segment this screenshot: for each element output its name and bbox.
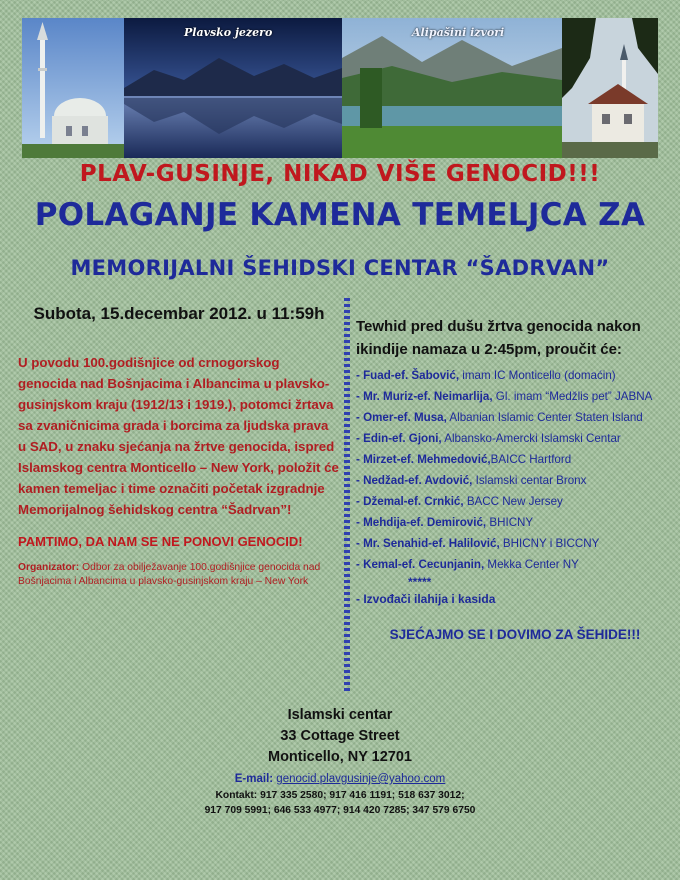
center-name: Islamski centar xyxy=(287,707,393,723)
program-heading: Tewhid pred dušu žrtva genocida nakon ikindije namaza u 2:45pm, proučit će: xyxy=(356,318,641,358)
imam-role: Gl. imam “Medžlis pet” JABNA xyxy=(492,390,653,403)
lake-caption: Plavsko jezero xyxy=(184,26,273,39)
imam-role: BHICNY i BICCNY xyxy=(499,537,600,550)
village-photo xyxy=(562,18,658,158)
imam-name: - Džemal-ef. Crnkić, xyxy=(356,495,464,508)
list-item xyxy=(356,407,674,428)
springs-photo xyxy=(342,18,562,158)
imam-role: Mekka Center NY xyxy=(484,558,579,571)
list-item xyxy=(356,365,674,386)
contact-phones-1: Kontakt: 917 335 2580; 917 416 1191; 518 637 3012; xyxy=(215,790,465,801)
column-divider xyxy=(344,298,350,694)
contact-footer xyxy=(0,705,680,818)
imam-name: - Mr. Muriz-ef. Neimarlija, xyxy=(356,390,493,403)
email-line xyxy=(0,771,680,788)
center-street: 33 Cottage Street xyxy=(280,728,400,744)
list-item xyxy=(356,512,674,533)
imam-list xyxy=(356,365,674,575)
headline-slogan: PLAV-GUSINJE, NIKAD VIŠE GENOCID!!! xyxy=(79,161,601,187)
imam-role: BACC New Jersey xyxy=(463,495,563,508)
imam-role: Albansko-Amercki Islamski Centar xyxy=(441,432,621,445)
left-column xyxy=(18,304,340,589)
email-link[interactable]: genocid.plavgusinje@yahoo.com xyxy=(276,773,446,785)
imam-name: - Edin-ef. Gjoni, xyxy=(356,432,442,445)
center-city: Monticello, NY 12701 xyxy=(268,749,412,765)
organizer-label: Organizator: xyxy=(18,562,80,573)
intro-paragraph: U povodu 100.godišnjice od crnogorskog genocida nad Bošnjacima i Albancima u plavsko-gusinjskom kraju (1912/13 i 1919.), potomci žrtava sa zvaničnicima grada i borcima za ljudska prava u SAD, u znaku sjećanja na žrtve genocida, ispred Islamskog centra Monticello – New York, položit će kamen temeljac i time označiti početak izgradnje Memorijalnog šehidskog centra “Šadrvan”! xyxy=(18,355,339,517)
email-label: E-mail: xyxy=(234,773,277,785)
list-item xyxy=(356,470,674,491)
springs-caption: Alipašini izvori xyxy=(412,26,505,39)
imam-name: - Omer-ef. Musa, xyxy=(356,411,447,424)
headline-subtitle: MEMORIJALNI ŠEHIDSKI CENTAR “ŠADRVAN” xyxy=(70,256,610,280)
performers-line: - Izvođači ilahija i kasida xyxy=(356,592,496,606)
list-item xyxy=(356,554,674,575)
headline-title: POLAGANJE KAMENA TEMELJCA ZA xyxy=(34,197,646,233)
imam-name: - Mirzet-ef. Mehmedović, xyxy=(356,453,491,466)
list-item xyxy=(356,533,674,554)
stars-separator: ***** xyxy=(408,575,432,589)
event-date: Subota, 15.decembar 2012. u 11:59h xyxy=(33,304,325,323)
list-item xyxy=(356,491,674,512)
imam-role: Albanian Islamic Center Staten Island xyxy=(446,411,643,424)
right-column xyxy=(356,315,674,642)
remember-slogan: PAMTIMO, DA NAM SE NE PONOVI GENOCID! xyxy=(18,534,303,549)
imam-name: - Mehdija-ef. Demirović, xyxy=(356,516,487,529)
imam-role: BAICC Hartford xyxy=(490,453,572,466)
list-item xyxy=(356,449,674,470)
imam-name: - Mr. Senahid-ef. Halilović, xyxy=(356,537,500,550)
list-item xyxy=(356,428,674,449)
organizer-text: Odbor za obilježavanje 100.godišnjice genocida nad Bošnjacima i Albancima u plavsko-gusinjskom kraju – New York xyxy=(18,562,321,587)
imam-name: - Fuad-ef. Šabović, xyxy=(356,369,460,382)
photo-strip xyxy=(22,18,658,158)
organizer-note xyxy=(18,561,340,589)
lake-photo xyxy=(124,18,342,158)
closing-call: SJEĆAJMO SE I DOVIMO ZA ŠEHIDE!!! xyxy=(389,627,641,642)
contact-phones-2: 917 709 5991; 646 533 4977; 914 420 7285; 347 579 6750 xyxy=(204,805,476,816)
imam-role: Islamski centar Bronx xyxy=(472,474,587,487)
imam-name: - Nedžad-ef. Avdović, xyxy=(356,474,473,487)
imam-name: - Kemal-ef. Cecunjanin, xyxy=(356,558,485,571)
mosque-photo xyxy=(22,18,124,158)
list-item xyxy=(356,386,674,407)
imam-role: imam IC Monticello (domaćin) xyxy=(459,369,616,382)
imam-role: BHICNY xyxy=(486,516,534,529)
